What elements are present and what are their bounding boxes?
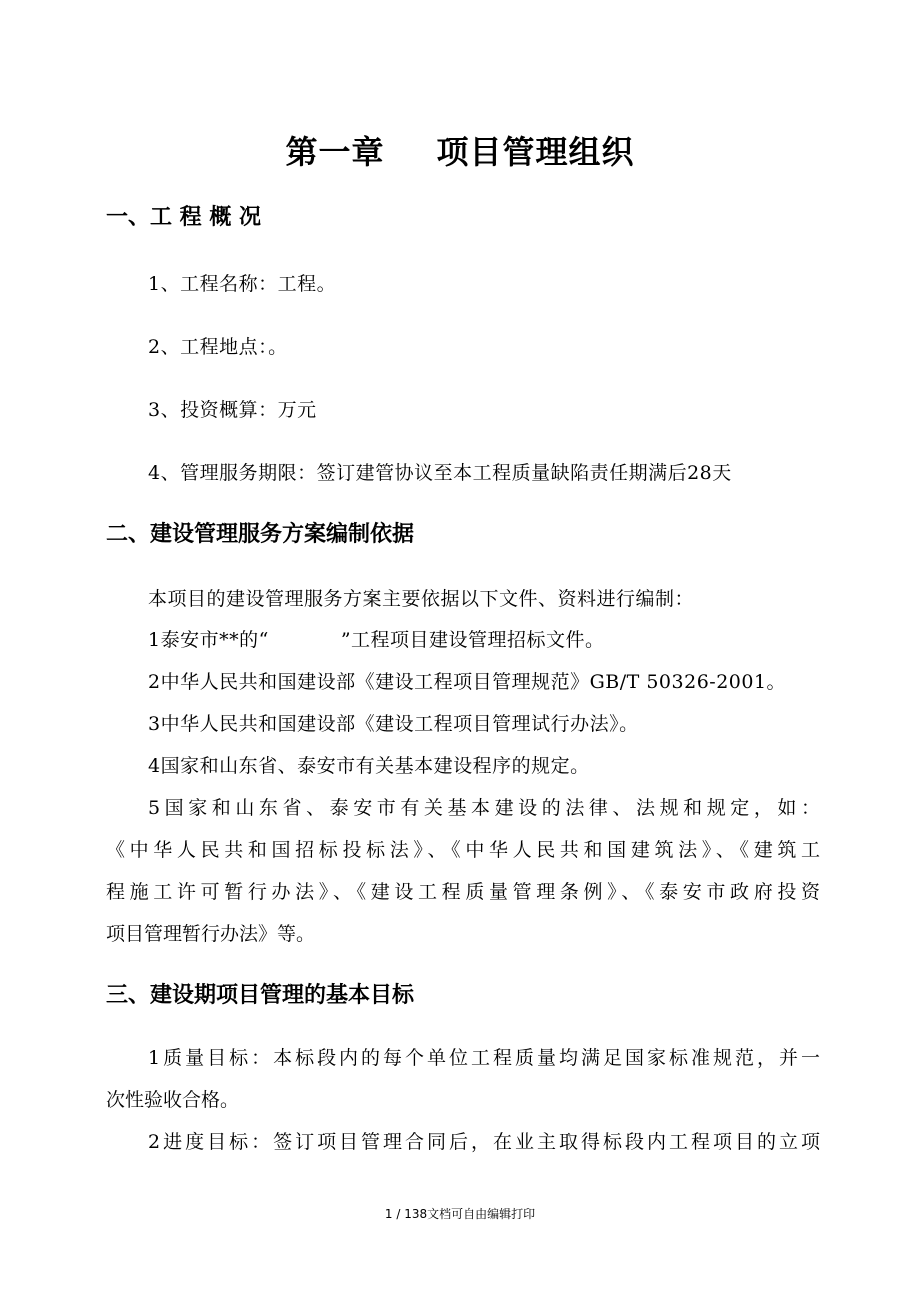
goal-schedule-line-1: 2进度目标：签订项目管理合同后，在业主取得标段内工程项目的立项 xyxy=(148,1131,820,1153)
overview-item-budget: 3、投资概算：万元 xyxy=(148,399,317,421)
basis-item-4: 4国家和山东省、泰安市有关基本建设程序的规定。 xyxy=(148,755,590,777)
section-heading-goals: 三、建设期项目管理的基本目标 xyxy=(106,983,415,1008)
overview-item-period: 4、管理服务期限：签订建管协议至本工程质量缺陷责任期满后28天 xyxy=(148,462,732,484)
basis-item-3: 3中华人民共和国建设部《建设工程项目管理试行办法》。 xyxy=(148,713,639,735)
section-heading-basis: 二、建设管理服务方案编制依据 xyxy=(106,522,415,547)
overview-item-name: 1、工程名称：工程。 xyxy=(148,273,337,295)
overview-item-location: 2、工程地点：。 xyxy=(148,336,288,358)
basis-intro: 本项目的建设管理服务方案主要依据以下文件、资料进行编制： xyxy=(148,588,695,610)
chapter-title xyxy=(0,130,920,174)
basis-item-5-line-1: 5国家和山东省、泰安市有关基本建设的法律、法规和规定，如： xyxy=(148,797,820,819)
chapter-label: 第一章 xyxy=(285,133,385,171)
page-footer: 1 / 138文档可自由编辑打印 xyxy=(384,1207,536,1221)
goal-quality-line-2: 次性验收合格。 xyxy=(106,1089,240,1111)
goal-quality-line-1: 1质量目标：本标段内的每个单位工程质量均满足国家标准规范，并一 xyxy=(148,1047,820,1069)
basis-item-5-line-3: 程施工许可暂行办法》、《建设工程质量管理条例》、《泰安市政府投资 xyxy=(106,881,820,903)
basis-item-2: 2中华人民共和国建设部《建设工程项目管理规范》GB/T 50326-2001。 xyxy=(148,671,787,693)
section-heading-overview: 一、工 程 概 况 xyxy=(106,205,261,230)
basis-item-5-line-4: 项目管理暂行办法》等。 xyxy=(106,923,316,945)
chapter-name: 项目管理组织 xyxy=(436,133,635,171)
basis-item-5-line-2: 《中华人民共和国招标投标法》、《中华人民共和国建筑法》、《建筑工 xyxy=(106,839,820,861)
basis-item-1: 1泰安市**的“ ”工程项目建设管理招标文件。 xyxy=(148,629,605,651)
